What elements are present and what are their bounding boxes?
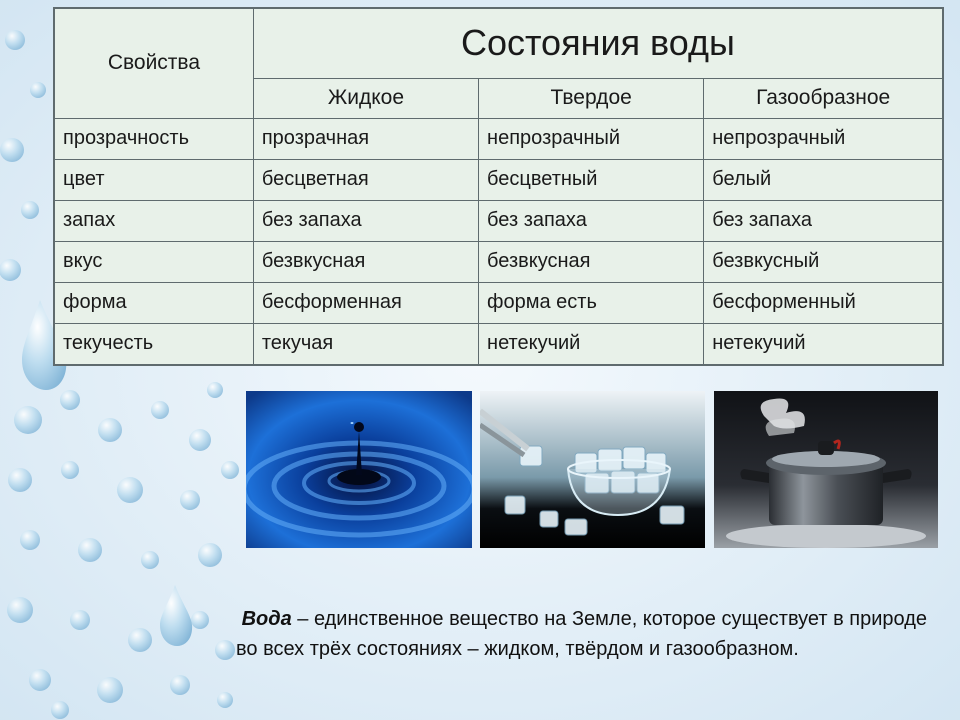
- header-gas: Газообразное: [704, 78, 943, 118]
- cell-gas: непрозрачный: [704, 118, 943, 159]
- cell-solid: без запаха: [479, 200, 704, 241]
- water-states-table: [53, 7, 944, 366]
- cell-liquid: бесцветная: [253, 159, 478, 200]
- table-row: [54, 282, 943, 323]
- cell-liquid: бесформенная: [253, 282, 478, 323]
- table-title: Состояния воды: [253, 8, 943, 78]
- cell-solid: непрозрачный: [479, 118, 704, 159]
- header-solid: Твердое: [479, 78, 704, 118]
- caption-text: – единственное вещество на Земле, которое существует в природе во всех трёх состояниях – жидком, твёрдом и газообразном.: [236, 608, 928, 660]
- cell-gas: без запаха: [704, 200, 943, 241]
- cell-liquid: текучая: [253, 323, 478, 365]
- table-row: [54, 323, 943, 365]
- cell-solid: безвкусная: [479, 241, 704, 282]
- row-property: цвет: [54, 159, 253, 200]
- table-row: [54, 118, 943, 159]
- properties-header: Свойства: [54, 8, 253, 118]
- boiling-pot-photo: [714, 391, 938, 548]
- caption-paragraph: [236, 604, 948, 664]
- water-states-table-wrapper: [53, 7, 944, 366]
- cell-liquid: безвкусная: [253, 241, 478, 282]
- row-property: прозрачность: [54, 118, 253, 159]
- row-property: форма: [54, 282, 253, 323]
- caption-term: Вода: [241, 608, 292, 630]
- cell-gas: белый: [704, 159, 943, 200]
- row-property: запах: [54, 200, 253, 241]
- cell-gas: бесформенный: [704, 282, 943, 323]
- cell-gas: нетекучий: [704, 323, 943, 365]
- cell-gas: безвкусный: [704, 241, 943, 282]
- row-property: вкус: [54, 241, 253, 282]
- cell-liquid: прозрачная: [253, 118, 478, 159]
- table-row: [54, 200, 943, 241]
- row-property: текучесть: [54, 323, 253, 365]
- cell-solid: форма есть: [479, 282, 704, 323]
- cell-liquid: без запаха: [253, 200, 478, 241]
- cell-solid: нетекучий: [479, 323, 704, 365]
- header-liquid: Жидкое: [253, 78, 478, 118]
- cell-solid: бесцветный: [479, 159, 704, 200]
- ice-cubes-photo: [480, 391, 705, 548]
- water-drop-photo: [246, 391, 472, 548]
- table-row: [54, 159, 943, 200]
- table-row: [54, 241, 943, 282]
